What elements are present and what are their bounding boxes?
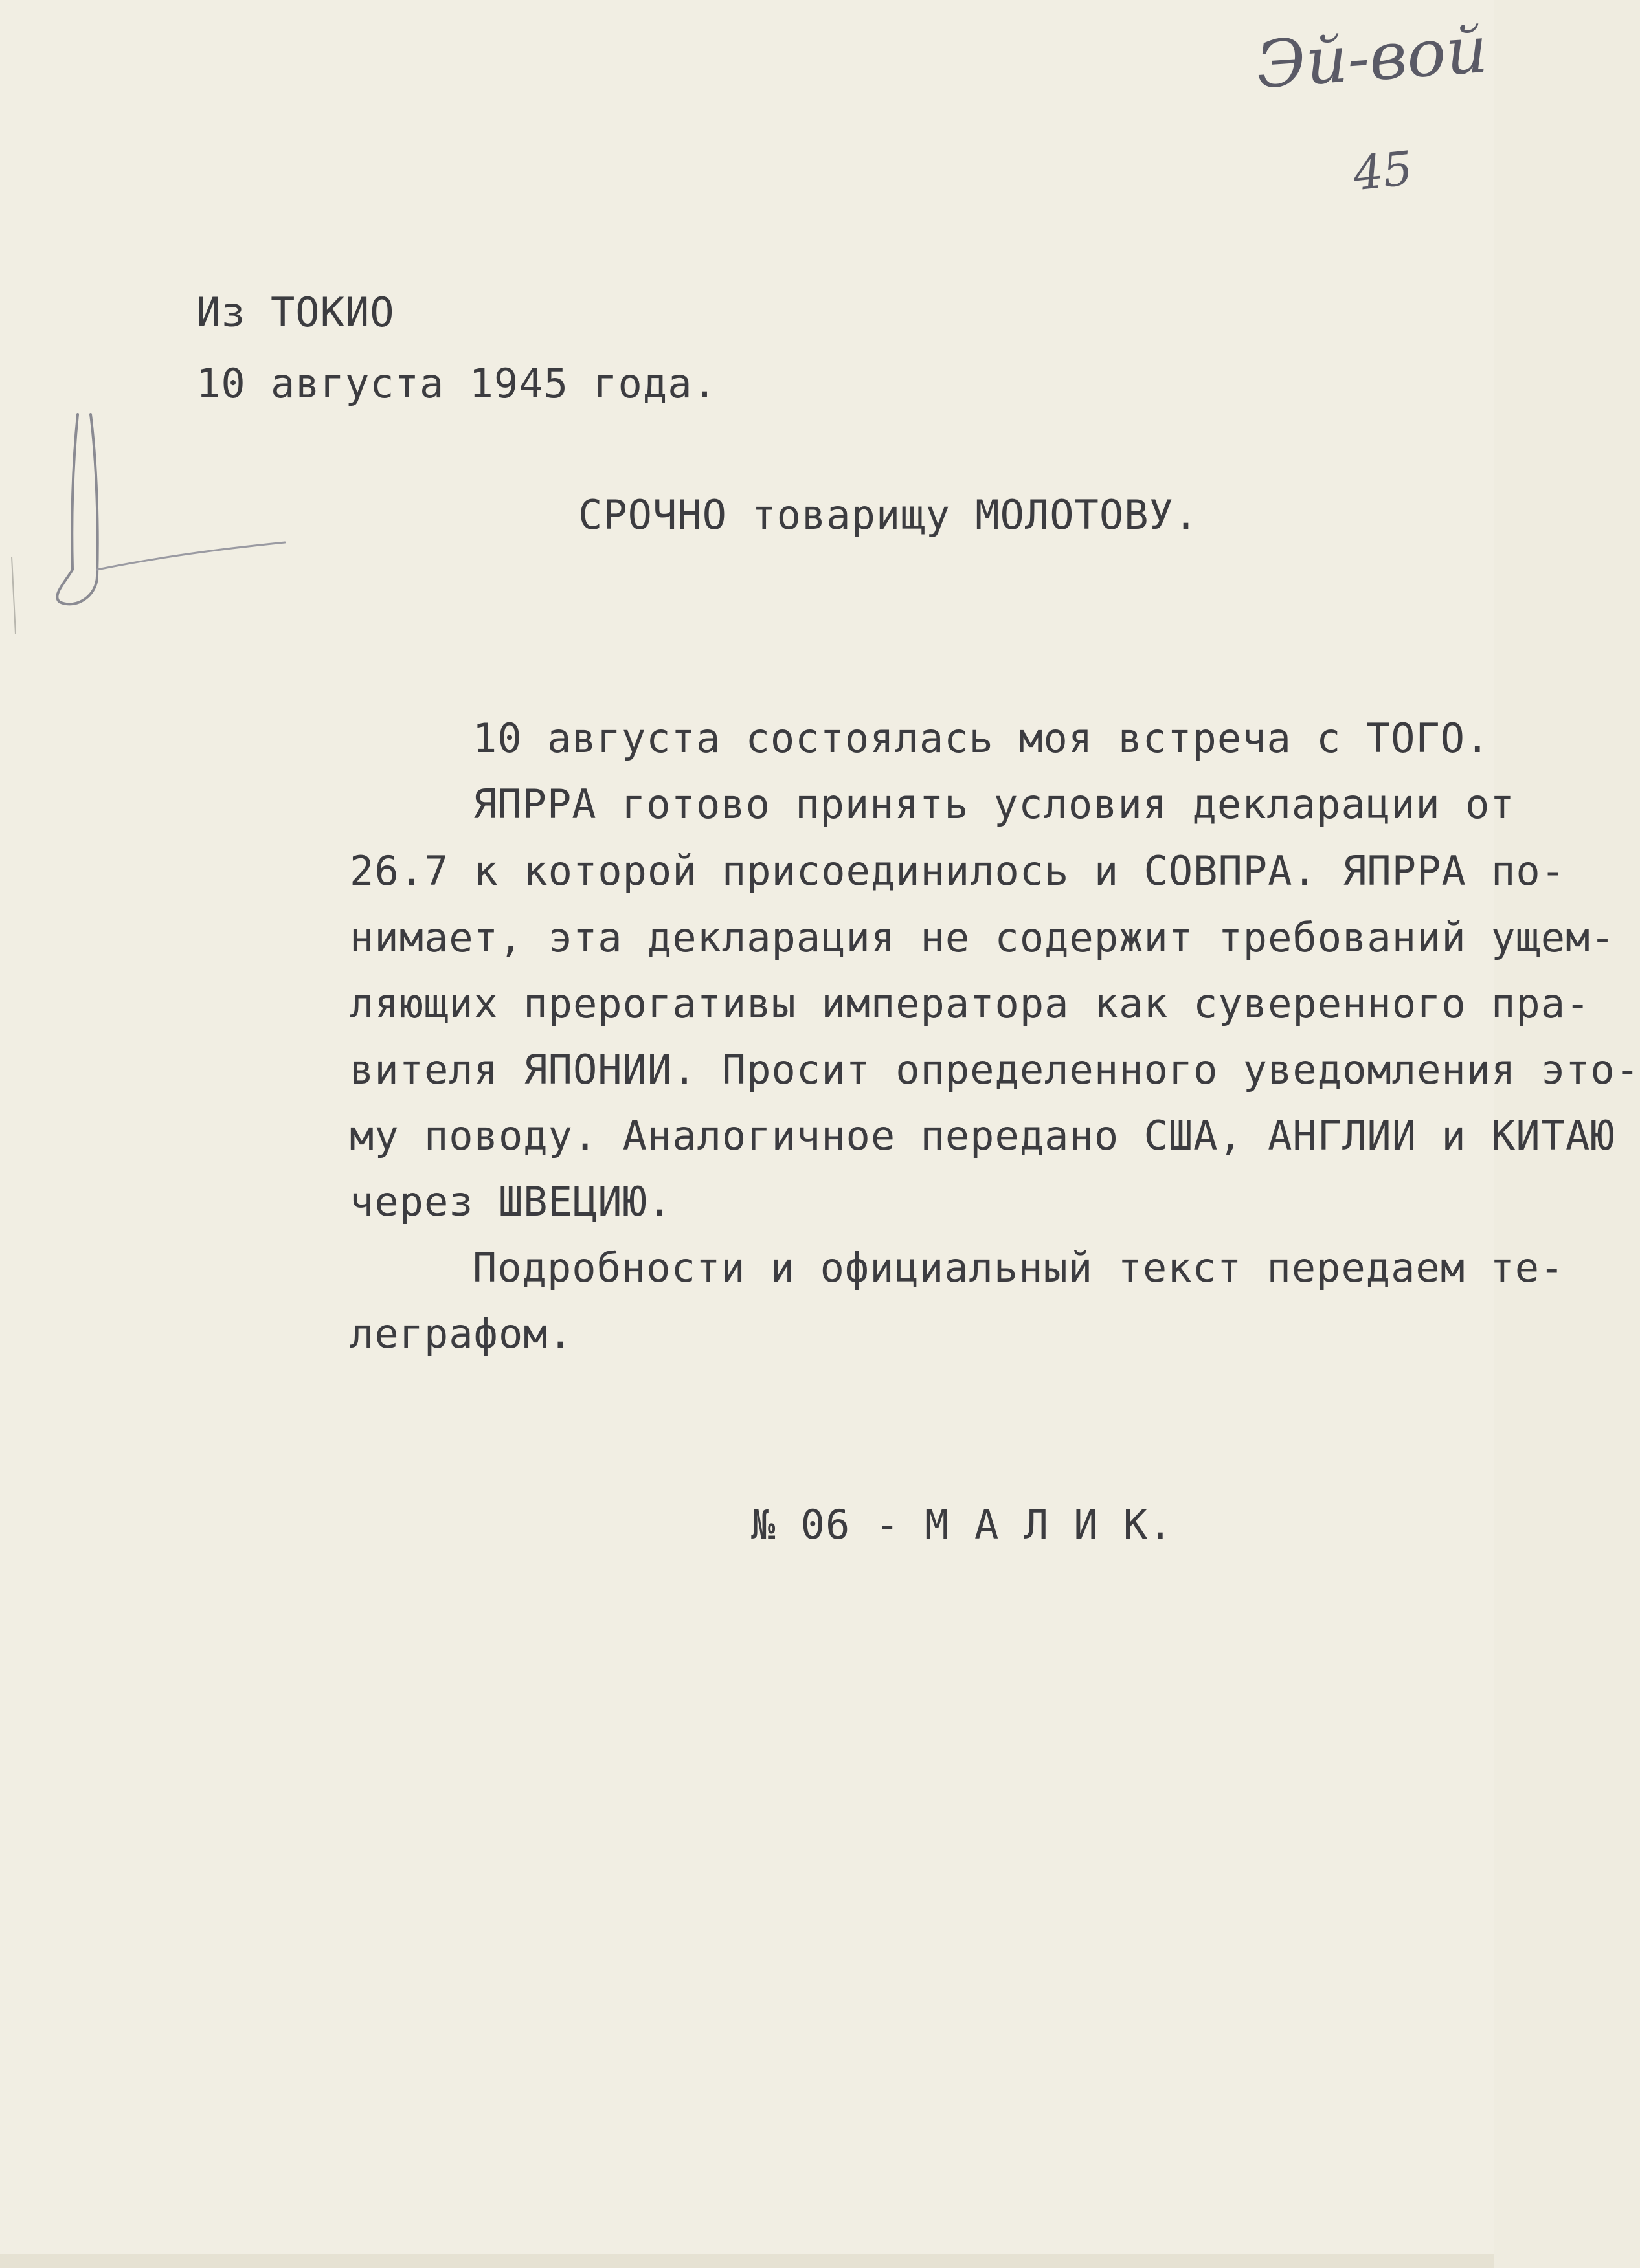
body-line: ляющих прерогативы императора как суверенного пра- bbox=[350, 980, 1591, 1027]
body-line: 10 августа состоялась моя встреча с ТОГО. bbox=[473, 715, 1490, 762]
date-line: 10 августа 1945 года. bbox=[196, 360, 717, 407]
body-line: вителя ЯПОНИИ. Просит определенного уведомления это- bbox=[350, 1046, 1640, 1093]
origin-line: Из ТОКИО bbox=[196, 289, 395, 336]
handwritten-corner-note: Эй-вой bbox=[1253, 11, 1490, 104]
body-line: Подробности и официальный текст передаем те- bbox=[473, 1244, 1565, 1291]
addressee-line: СРОЧНО товарищу МОЛОТОВУ. bbox=[578, 491, 1199, 539]
body-line: му поводу. Аналогичное передано США, АНГЛИИ и КИТАЮ bbox=[350, 1112, 1615, 1159]
body-line: нимает, эта декларация не содержит требований ущем- bbox=[350, 914, 1615, 961]
body-line: леграфом. bbox=[350, 1310, 573, 1357]
body-line: 26.7 к которой присоединилось и СОВПРА. ЯПРРА по- bbox=[350, 847, 1566, 895]
signature-line: № 06 - М А Л И К. bbox=[751, 1501, 1173, 1548]
body-line: ЯПРРА готово принять условия декларации от bbox=[473, 781, 1515, 828]
page-bottom-edge bbox=[0, 2254, 1494, 2268]
body-line: через ШВЕЦИЮ. bbox=[350, 1178, 673, 1225]
handwritten-page-number: 45 bbox=[1350, 140, 1415, 201]
